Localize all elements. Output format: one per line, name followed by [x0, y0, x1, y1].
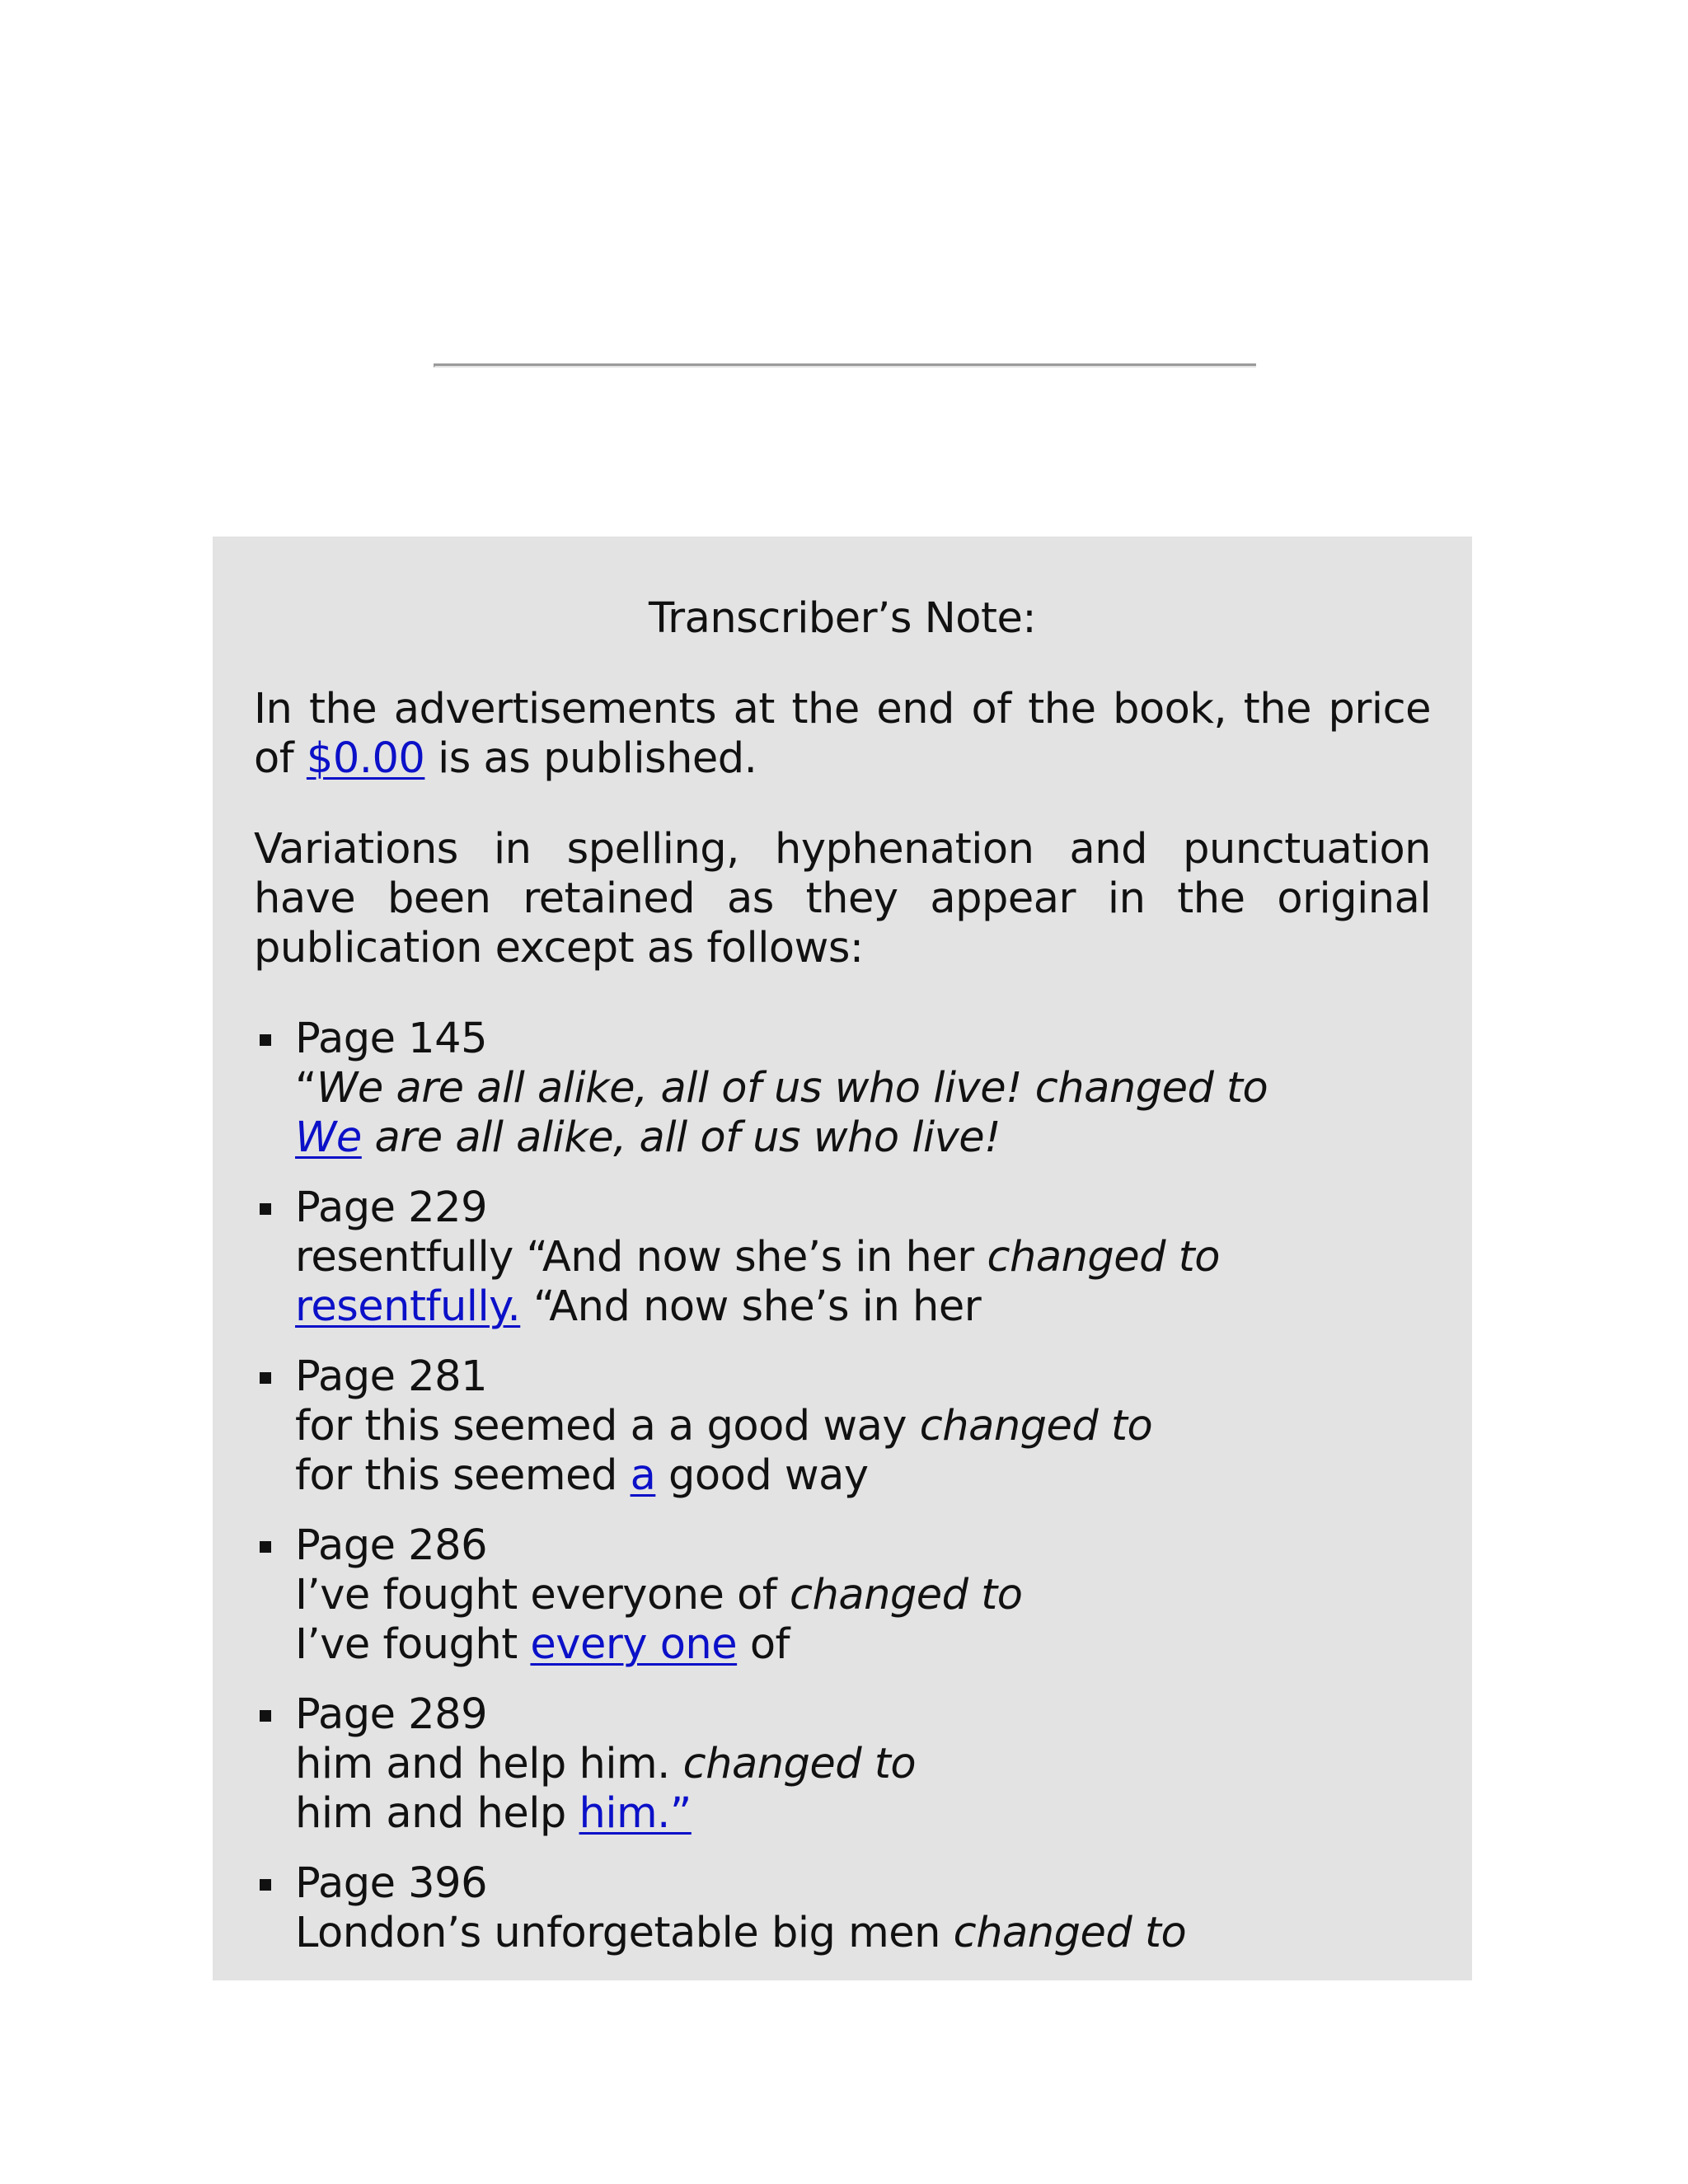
changes-list [254, 1015, 1431, 1958]
page-label: Page 229 [295, 1183, 488, 1232]
horizontal-divider [434, 363, 1256, 368]
list-item [295, 1690, 1431, 1839]
price-text-tail: is as published. [424, 734, 757, 783]
corrected-text: We are all alike, all of us who live! [295, 1113, 1001, 1162]
note-paragraph-variations: Variations in spelling, hyphenation and punctuation have been retained as they appear in the original publication except as follows: [254, 825, 1431, 972]
transcriber-note-box [213, 537, 1472, 1980]
original-text: London’s unforgetable big men changed to [295, 1909, 1187, 1957]
list-item [295, 1183, 1431, 1332]
list-item [295, 1015, 1431, 1163]
note-paragraph-price [254, 685, 1431, 784]
corrected-text: for this seemed a good way [295, 1451, 869, 1500]
page-label: Page 396 [295, 1859, 488, 1908]
correction-link[interactable]: him.” [579, 1789, 692, 1838]
original-text: resentfully “And now she’s in her changed to [295, 1233, 1220, 1282]
list-item [295, 1352, 1431, 1501]
correction-link[interactable]: every one [530, 1620, 738, 1669]
corrected-text: resentfully. “And now she’s in her [295, 1282, 982, 1331]
square-bullet-icon [260, 1372, 271, 1384]
price-link[interactable]: $0.00 [306, 734, 425, 783]
square-bullet-icon [260, 1879, 271, 1891]
page-label: Page 289 [295, 1690, 488, 1739]
original-text: “We are all alike, all of us who live! changed to [295, 1064, 1268, 1113]
square-bullet-icon [260, 1203, 271, 1215]
square-bullet-icon [260, 1034, 271, 1046]
correction-link[interactable]: We [295, 1113, 362, 1162]
list-item [295, 1859, 1431, 1958]
original-text: for this seemed a a good way changed to [295, 1402, 1153, 1451]
page-label: Page 281 [295, 1352, 488, 1401]
corrected-text: I’ve fought every one of [295, 1620, 790, 1669]
square-bullet-icon [260, 1710, 271, 1722]
page-label: Page 286 [295, 1521, 488, 1570]
original-text: him and help him. changed to [295, 1740, 917, 1788]
correction-link[interactable]: resentfully. [295, 1282, 521, 1331]
list-item [295, 1521, 1431, 1670]
page-label: Page 145 [295, 1015, 488, 1063]
price-text: In the advertisements at the end of the book, the price of [254, 685, 1431, 783]
correction-link[interactable]: a [630, 1451, 656, 1500]
square-bullet-icon [260, 1541, 271, 1553]
original-text: I’ve fought everyone of changed to [295, 1571, 1023, 1619]
corrected-text: him and help him.” [295, 1789, 692, 1838]
note-title: Transcriber’s Note: [648, 594, 1037, 643]
